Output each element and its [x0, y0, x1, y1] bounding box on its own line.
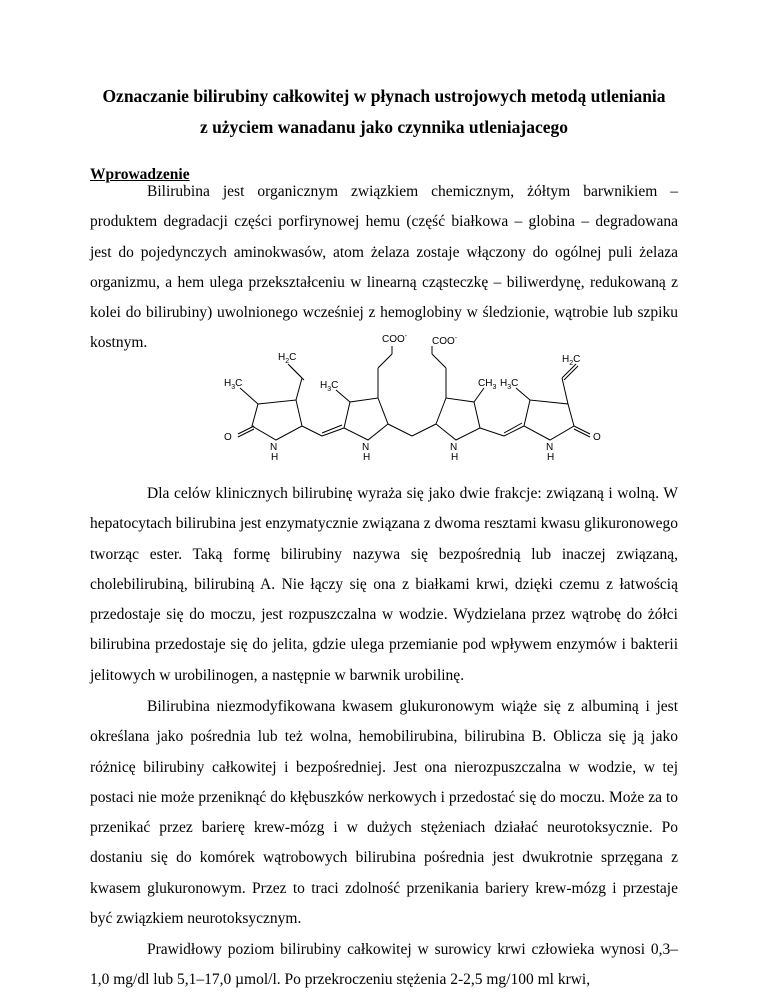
vinyl-label-2: $H_2C$ [562, 354, 581, 367]
pyrrole-ring-4 [524, 400, 574, 440]
nitrogen-label-2: N [362, 442, 370, 453]
paragraph-intro: Bilirubina jest organicznym związkiem chemicznym, żółtym barwnikiem – produktem degradacji części porfirynowej hemu (część białkowa – globina – degradowana jest do pojedynczych aminokwasów, atom żelaza zostaje włączony do ogólnej puli żelaza organizmu, a hem ulega przekształceniu w linearną cząsteczkę – biliwerdynę, redukowaną z kolei do bilirubiny) uwolnionego wcześniej z hemoglobiny w śledzionie, wątrobie lub szpiku kostnym. [90, 183, 678, 352]
vinyl-label-1: $H_2C$ [278, 352, 297, 365]
pyrrole-ring-1 [252, 400, 302, 440]
bilirubin-structure-diagram [218, 332, 618, 462]
methyl-label-2: $H_3C$ [320, 380, 339, 393]
nitrogen-label-1: N [270, 442, 278, 453]
nitrogen-label-3: N [450, 442, 458, 453]
methyl-label-4: $H_3C$ [500, 378, 519, 391]
paragraph-indirect-bilirubin: Bilirubina niezmodyfikowana kwasem glukuronowym wiąże się z albuminą i jest określana jako pośrednia lub też wolna, hemobilirubina, bilirubina B. Oblicza się ją jako różnicę bilirubiny całkowitej i bezpośredniej. Jest ona nierozpuszczalna w wodzie, w tej postaci nie może przeniknąć do kłębuszków nerkowych i przedostać się do moczu. Może za to przenikać przez barierę krew-mózg i w dużych stężeniach działać neurotoksycznie. Po dostaniu się do komórek wątrobowych bilirubina pośrednia jest dwukrotnie sprzęgana z kwasem glukuronowym. Przez to traci zdolność przenikania bariery krew-mózg i przestaje być związkiem neurotoksycznym. [90, 698, 678, 928]
methyl-label-1: $H_3C$ [224, 378, 243, 391]
oxygen-label-right: O [593, 432, 601, 443]
nitrogen-label-4: N [546, 442, 554, 453]
oxygen-label-left: O [224, 432, 232, 443]
methyl-label-3: $CH_3$ [478, 378, 497, 391]
paragraph-fractions: Dla celów klinicznych bilirubinę wyraża się jako dwie frakcje: związaną i wolną. W hepatocytach bilirubina jest enzymatycznie związana z dwoma resztami kwasu glikuronowego tworząc ester. Taką formę bilirubiny nazywa się bezpośrednią lub inaczej związaną, cholebilirubiną, bilirubiną A. Nie łączy się ona z białkami krwi, dzięki czemu z łatwością przedostaje się do moczu, jest rozpuszczalna w wodzie. Wydzielana przez wątrobę do żółci bilirubina przedostaje się do jelita, gdzie ulega przemianie pod wpływem enzymów i bakterii jelitowych w urobilinogen, a następnie w barwnik urobilinę. [90, 485, 678, 684]
paragraph-normal-levels: Prawidłowy poziom bilirubiny całkowitej w surowicy krwi człowieka wynosi 0,3–1,0 mg/dl lub 5,1–17,0 µmol/l. Po przekroczeniu stężenia 2-2,5 mg/100 ml krwi, [90, 941, 678, 989]
pyrrole-ring-3 [436, 398, 480, 440]
section-heading: Wprowadzenie [90, 166, 190, 183]
document-title-line1: Oznaczanie bilirubiny całkowitej w płynach ustrojowych metodą utleniania [102, 86, 666, 106]
pyrrole-ring-2 [344, 398, 388, 440]
hydrogen-label-1: H [271, 452, 279, 462]
hydrogen-label-3: H [451, 452, 459, 462]
hydrogen-label-2: H [363, 452, 371, 462]
carboxylate-label-1: COO- [382, 333, 408, 345]
hydrogen-label-4: H [547, 452, 555, 462]
carboxylate-label-2: COO- [432, 335, 458, 347]
document-title-line2: z użyciem wanadanu jako czynnika utleniajacego [200, 117, 568, 137]
